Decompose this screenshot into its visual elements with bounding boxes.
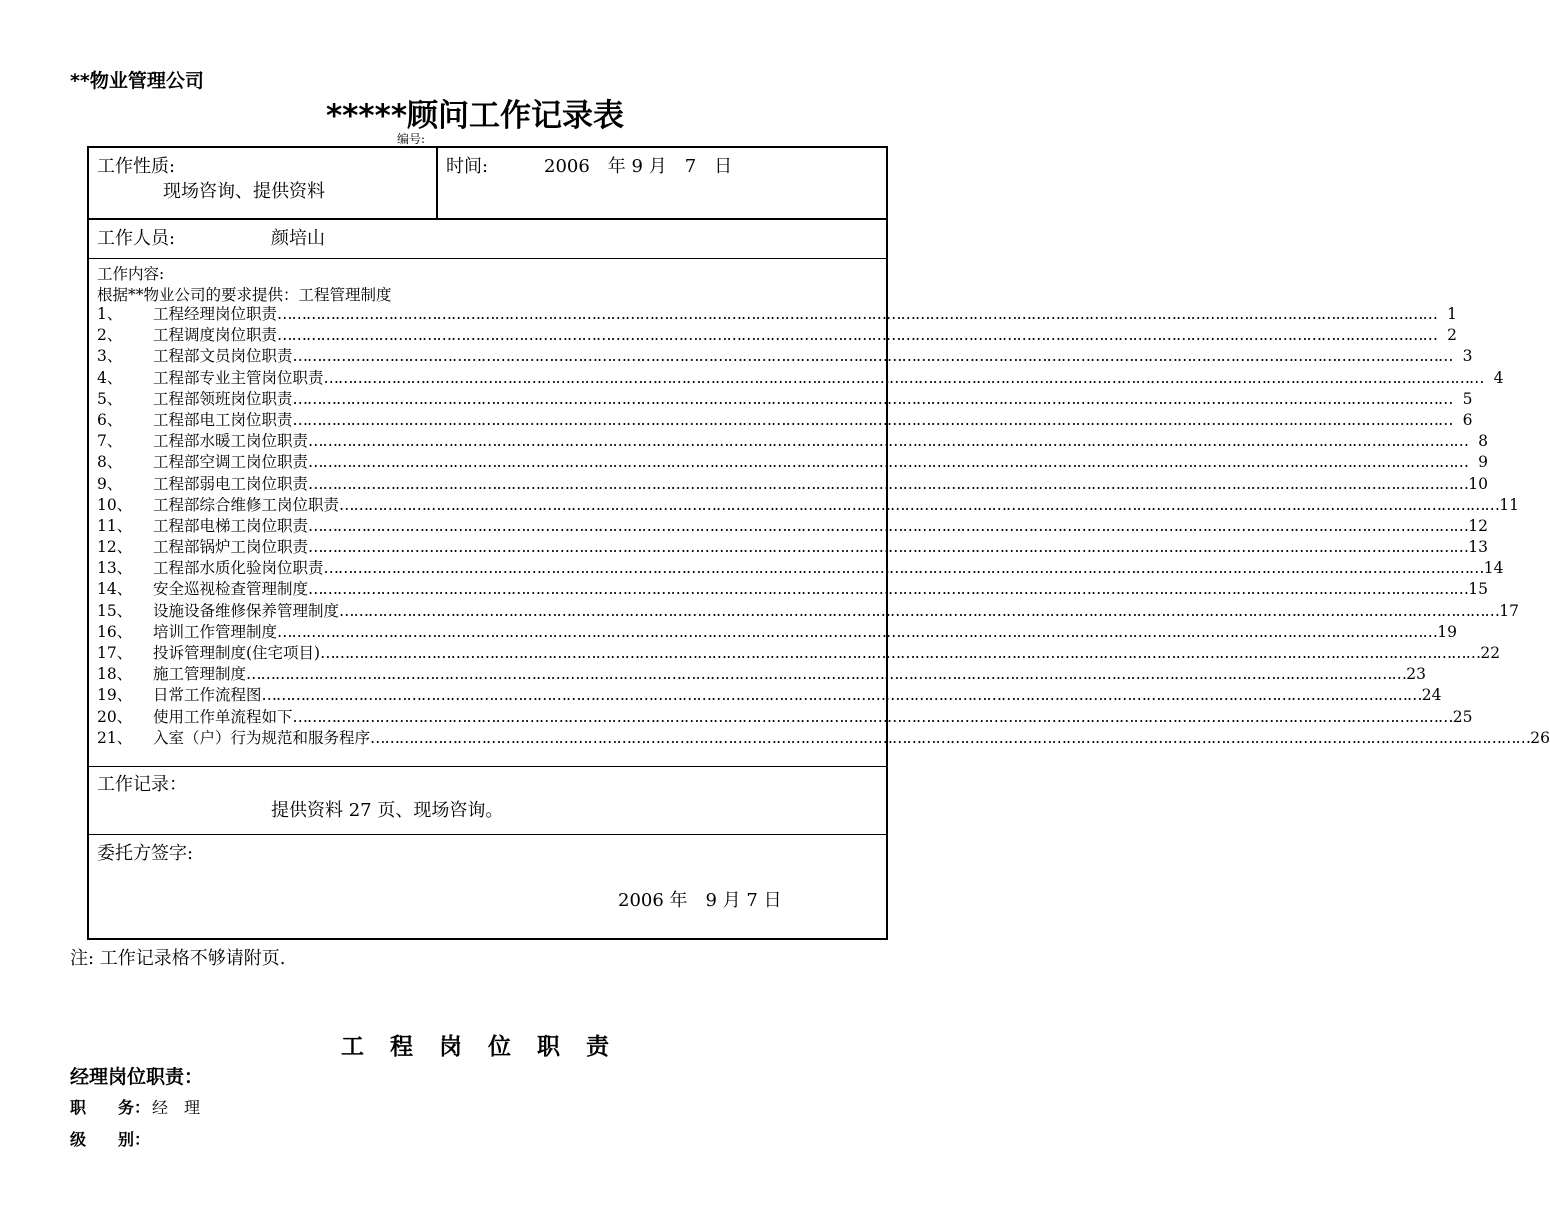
list-item xyxy=(97,495,1520,516)
list-item xyxy=(97,728,1550,749)
item-number: 5、 xyxy=(97,389,123,408)
row-divider xyxy=(89,218,886,220)
item-title: 工程经理岗位职责 xyxy=(153,305,278,323)
serial-number-label: 编号: xyxy=(397,132,426,146)
item-title: 使用工作单流程如下 xyxy=(153,707,293,726)
work-record-form xyxy=(87,146,1550,940)
item-page: 13 xyxy=(1468,538,1489,557)
list-item xyxy=(97,431,1489,452)
dot-leader: …………………………………………………………………………………………………………………………………………………………………………………………………………………… xyxy=(277,326,1438,345)
item-page: 11 xyxy=(1499,495,1520,514)
item-title: 工程部文员岗位职责 xyxy=(153,347,293,366)
item-page: 1 xyxy=(1447,305,1458,323)
item-number: 6、 xyxy=(97,410,123,429)
work-content-intro: 根据**物业公司的要求提供：工程管理制度 xyxy=(97,286,392,304)
work-content-label: 工作内容: xyxy=(97,265,165,283)
field-level xyxy=(70,1127,152,1150)
item-title: 工程部电工岗位职责 xyxy=(153,410,293,429)
item-page: 19 xyxy=(1437,622,1458,641)
field-value: 经 理 xyxy=(152,1098,201,1117)
item-number: 3、 xyxy=(97,347,123,366)
item-page: 15 xyxy=(1468,580,1489,599)
subsection-title: 经理岗位职责： xyxy=(70,1066,204,1088)
dot-leader: …………………………………………………………………………………………………………………………………………………………………………………………………………………… xyxy=(292,410,1453,429)
dot-leader: …………………………………………………………………………………………………………………………………………………………………………………………………………………… xyxy=(308,580,1469,599)
item-page: 5 xyxy=(1462,389,1473,408)
item-title: 培训工作管理制度 xyxy=(153,622,278,641)
item-page: 23 xyxy=(1406,665,1427,684)
item-number: 21、 xyxy=(97,728,133,747)
time-value: 2006 年 9 月 7 日 xyxy=(544,156,733,177)
work-nature-label: 工作性质: xyxy=(97,156,176,177)
item-number: 11、 xyxy=(97,516,133,535)
list-item xyxy=(97,643,1501,664)
item-title: 工程部综合维修工岗位职责 xyxy=(153,495,340,514)
item-page: 17 xyxy=(1499,601,1520,620)
item-number: 14、 xyxy=(97,580,133,599)
dot-leader: …………………………………………………………………………………………………………………………………………………………………………………………………………………… xyxy=(320,644,1481,662)
item-page: 12 xyxy=(1468,516,1489,535)
list-item xyxy=(97,707,1473,728)
list-item xyxy=(97,601,1520,622)
item-page: 9 xyxy=(1478,453,1489,472)
list-item xyxy=(97,474,1489,495)
staff-value: 颜培山 xyxy=(271,228,325,249)
list-item xyxy=(97,389,1473,410)
list-item xyxy=(97,558,1504,579)
dot-leader: …………………………………………………………………………………………………………………………………………………………………………………………………………………… xyxy=(323,368,1484,387)
work-record-label: 工作记录： xyxy=(97,774,187,795)
time-label: 时间: xyxy=(446,156,489,177)
page-title: *****顾问工作记录表 xyxy=(325,98,625,134)
item-number: 7、 xyxy=(97,432,123,451)
column-divider xyxy=(436,148,438,219)
item-title: 工程部电梯工岗位职责 xyxy=(153,516,309,535)
item-number: 1、 xyxy=(97,305,123,323)
dot-leader: …………………………………………………………………………………………………………………………………………………………………………………………………………………… xyxy=(339,495,1500,514)
field-position xyxy=(70,1095,200,1118)
item-number: 20、 xyxy=(97,707,133,726)
dot-leader: …………………………………………………………………………………………………………………………………………………………………………………………………………………… xyxy=(308,453,1469,472)
dot-leader: …………………………………………………………………………………………………………………………………………………………………………………………………………………… xyxy=(292,707,1453,726)
list-item xyxy=(97,452,1489,473)
list-item xyxy=(97,516,1489,537)
list-item xyxy=(97,622,1458,643)
item-page: 26 xyxy=(1530,728,1550,747)
item-page: 24 xyxy=(1421,686,1442,705)
item-title: 工程部水暖工岗位职责 xyxy=(153,432,309,451)
signature-date: 2006 年 9 月 7 日 xyxy=(618,890,782,911)
item-title: 工程部弱电工岗位职责 xyxy=(153,474,309,493)
list-item xyxy=(97,685,1442,706)
item-title: 投诉管理制度(住宅项目) xyxy=(153,644,321,662)
work-nature-value: 现场咨询、提供资料 xyxy=(163,181,325,202)
list-item xyxy=(97,664,1427,685)
item-number: 18、 xyxy=(97,665,133,684)
dot-leader: …………………………………………………………………………………………………………………………………………………………………………………………………………………… xyxy=(277,305,1438,323)
item-page: 4 xyxy=(1493,368,1504,387)
row-divider xyxy=(89,258,886,259)
list-item xyxy=(97,368,1504,389)
item-title: 安全巡视检查管理制度 xyxy=(153,580,309,599)
list-item xyxy=(97,346,1473,367)
item-page: 8 xyxy=(1478,432,1489,451)
dot-leader: …………………………………………………………………………………………………………………………………………………………………………………………………………………… xyxy=(308,432,1469,451)
item-title: 工程部空调工岗位职责 xyxy=(153,453,309,472)
footnote: 注: 工作记录格不够请附页. xyxy=(70,948,286,969)
dot-leader: …………………………………………………………………………………………………………………………………………………………………………………………………………………… xyxy=(323,559,1484,578)
item-number: 17、 xyxy=(97,644,133,662)
item-number: 15、 xyxy=(97,601,133,620)
item-page: 3 xyxy=(1462,347,1473,366)
item-title: 工程调度岗位职责 xyxy=(153,326,278,345)
item-number: 19、 xyxy=(97,686,133,705)
list-item xyxy=(97,537,1489,558)
document-list xyxy=(97,304,1550,749)
item-number: 9、 xyxy=(97,474,123,493)
item-title: 工程部专业主管岗位职责 xyxy=(153,368,324,387)
item-number: 2、 xyxy=(97,326,123,345)
item-number: 8、 xyxy=(97,453,123,472)
field-label: 级 别： xyxy=(70,1130,151,1149)
staff-label: 工作人员: xyxy=(97,228,176,249)
item-title: 施工管理制度 xyxy=(153,665,247,684)
item-title: 工程部水质化验岗位职责 xyxy=(153,559,324,578)
field-label: 职 务： xyxy=(70,1098,151,1117)
dot-leader: …………………………………………………………………………………………………………………………………………………………………………………………………………………… xyxy=(308,538,1469,557)
company-name: **物业管理公司 xyxy=(70,70,204,92)
item-page: 2 xyxy=(1447,326,1458,345)
item-page: 6 xyxy=(1462,410,1473,429)
item-title: 设施设备维修保养管理制度 xyxy=(153,601,340,620)
list-item xyxy=(97,410,1473,431)
item-title: 日常工作流程图 xyxy=(153,686,262,705)
item-title: 工程部领班岗位职责 xyxy=(153,389,293,408)
dot-leader: …………………………………………………………………………………………………………………………………………………………………………………………………………………… xyxy=(261,686,1422,705)
dot-leader: …………………………………………………………………………………………………………………………………………………………………………………………………………………… xyxy=(370,728,1531,747)
list-item xyxy=(97,304,1458,325)
list-item xyxy=(97,579,1489,600)
dot-leader: …………………………………………………………………………………………………………………………………………………………………………………………………………………… xyxy=(308,474,1469,493)
item-title: 入室（户）行为规范和服务程序 xyxy=(153,728,371,747)
item-number: 10、 xyxy=(97,495,133,514)
item-number: 13、 xyxy=(97,559,133,578)
dot-leader: …………………………………………………………………………………………………………………………………………………………………………………………………………………… xyxy=(308,516,1469,535)
work-record-value: 提供资料 27 页、现场咨询。 xyxy=(271,800,504,821)
dot-leader: …………………………………………………………………………………………………………………………………………………………………………………………………………………… xyxy=(292,389,1453,408)
dot-leader: …………………………………………………………………………………………………………………………………………………………………………………………………………………… xyxy=(277,622,1438,641)
item-title: 工程部锅炉工岗位职责 xyxy=(153,538,309,557)
dot-leader: …………………………………………………………………………………………………………………………………………………………………………………………………………………… xyxy=(292,347,1453,366)
dot-leader: …………………………………………………………………………………………………………………………………………………………………………………………………………………… xyxy=(339,601,1500,620)
item-number: 12、 xyxy=(97,538,133,557)
row-divider xyxy=(89,834,886,835)
row-divider xyxy=(89,766,886,767)
list-item xyxy=(97,325,1458,346)
item-page: 14 xyxy=(1483,559,1504,578)
item-number: 4、 xyxy=(97,368,123,387)
section-title: 工 程 岗 位 职 责 xyxy=(340,1034,610,1060)
client-signature-label: 委托方签字: xyxy=(97,843,194,864)
dot-leader: …………………………………………………………………………………………………………………………………………………………………………………………………………………… xyxy=(246,665,1407,684)
item-page: 10 xyxy=(1468,474,1489,493)
item-number: 16、 xyxy=(97,622,133,641)
item-page: 22 xyxy=(1480,644,1501,662)
item-page: 25 xyxy=(1452,707,1473,726)
